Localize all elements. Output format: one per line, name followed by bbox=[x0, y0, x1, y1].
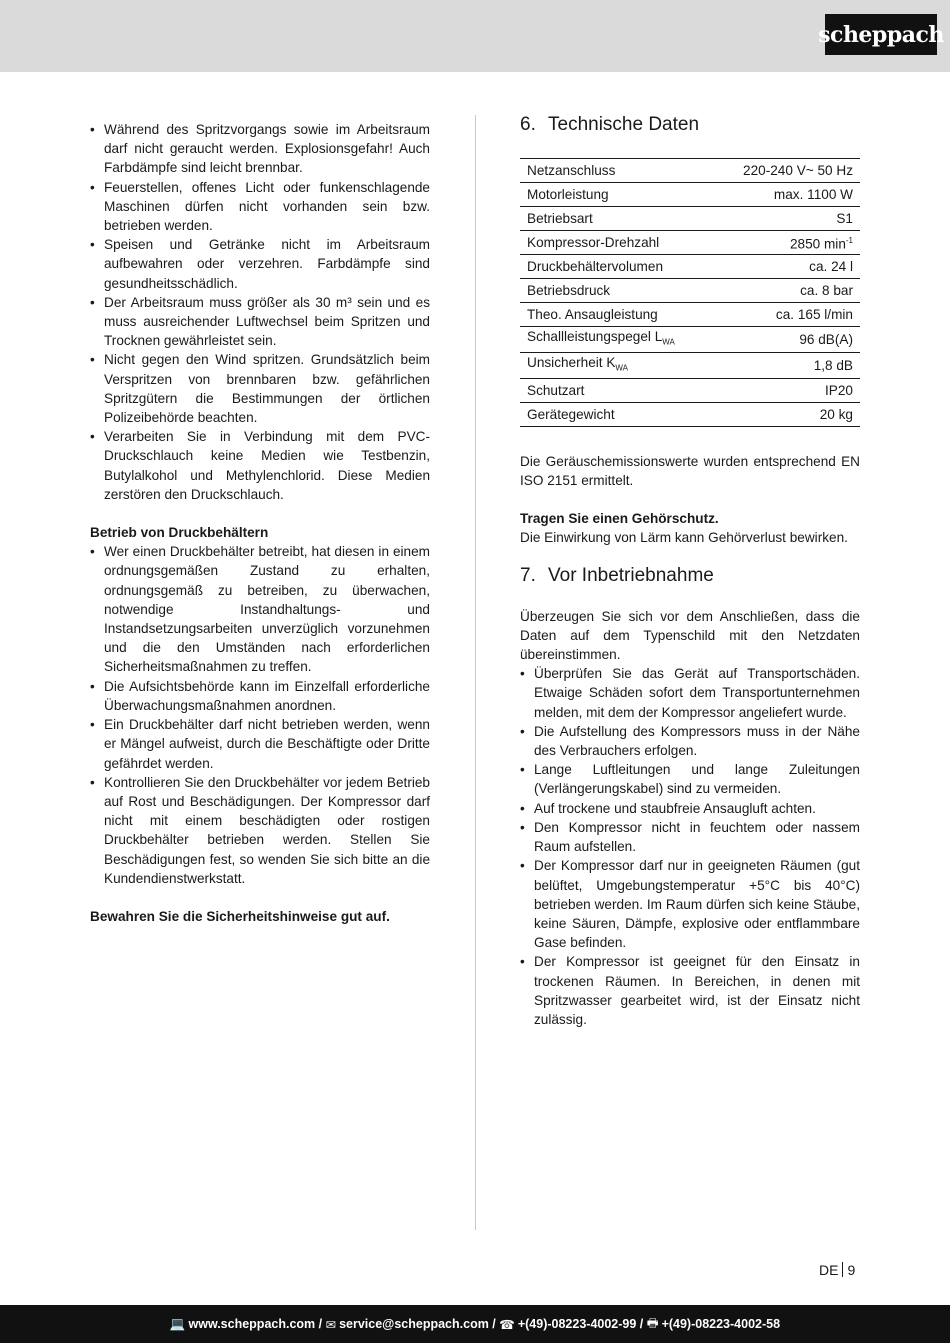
header-bar bbox=[0, 0, 950, 72]
spec-value-exponent: -1 bbox=[845, 236, 853, 246]
list-item: • Nicht gegen den Wind spritzen. Grundsätzlich beim Verspritzen von brennbaren bzw. gefährlichen Spritzgütern die Bestimmungen der örtlichen Polizeibehörde beachten. bbox=[90, 350, 430, 427]
footer-separator: / bbox=[636, 1317, 647, 1331]
spec-label: Druckbehältervolumen bbox=[520, 255, 713, 279]
spec-value-cell bbox=[713, 231, 860, 255]
table-row bbox=[520, 378, 860, 402]
pressure-vessel-heading: Betrieb von Druckbehältern bbox=[90, 525, 269, 541]
list-item: • Der Kompressor darf nur in geeigneten Räumen (gut belüftet, Umgebungstemperatur +5°C bis 40°C) betrieben werden. Im Raum dürfen sich keine Stäube, keine Säuren, Dämpfe, explosive oder entflammbare Gase befinden. bbox=[520, 856, 860, 952]
spec-value: 2850 min bbox=[789, 236, 846, 252]
spec-value: IP20 bbox=[713, 378, 860, 402]
list-item: • Verarbeiten Sie in Verbindung mit dem PVC-Druckschlauch keine Medien wie Testbenzin, Butylalkohol und Methylenchlorid. Diese Medien zerstören den Druckschlauch. bbox=[90, 427, 430, 504]
spec-value: S1 bbox=[713, 207, 860, 231]
list-item: • Feuerstellen, offenes Licht oder funkenschlagende Maschinen dürfen nicht vorhanden sein bzw. betrieben werden. bbox=[90, 178, 430, 236]
footer-separator: / bbox=[315, 1317, 326, 1331]
list-item: • Kontrollieren Sie den Druckbehälter vor jedem Betrieb auf Rost und Beschädigungen. Der Kompressor darf nicht mit einem beschädigten oder rostigen Druckbehälter betrieben werden. Stellen Sie Beschädigungen fest, so wenden Sie sich bitte an die Kundendienstwerkstatt. bbox=[90, 773, 430, 888]
spec-label-cell bbox=[520, 352, 713, 378]
hearing-protection-heading: Tragen Sie einen Gehörschutz. bbox=[520, 511, 719, 527]
list-item: • Überprüfen Sie das Gerät auf Transportschäden. Etwaige Schäden sofort dem Transportunternehmen melden, mit dem der Kompressor angeliefert wurde. bbox=[520, 664, 860, 722]
section-title: Technische Daten bbox=[548, 114, 700, 135]
footer-bar bbox=[0, 1305, 950, 1343]
spec-label: Motorleistung bbox=[520, 183, 713, 207]
spec-label: Gerätegewicht bbox=[520, 402, 713, 426]
column-divider bbox=[475, 115, 476, 1230]
scheppach-logo: scheppach bbox=[825, 14, 937, 55]
spec-label: Netzanschluss bbox=[520, 159, 713, 183]
section-title: Vor Inbetriebnahme bbox=[548, 564, 714, 586]
spec-label: Betriebsart bbox=[520, 207, 713, 231]
table-row bbox=[520, 183, 860, 207]
table-row bbox=[520, 303, 860, 327]
footer-phone[interactable]: +(49)-08223-4002-99 bbox=[517, 1317, 637, 1331]
section-number: 7. bbox=[520, 564, 536, 586]
spec-value: 220-240 V~ 50 Hz bbox=[713, 159, 860, 183]
spec-label: Kompressor-Drehzahl bbox=[520, 231, 713, 255]
pressure-vessel-list bbox=[90, 542, 430, 888]
table-row bbox=[520, 327, 860, 353]
spec-value: max. 1100 W bbox=[713, 183, 860, 207]
list-item: • Den Kompressor nicht in feuchtem oder nassem Raum aufstellen. bbox=[520, 818, 860, 856]
spec-label-subscript: WA bbox=[615, 363, 628, 373]
spec-value: 96 dB(A) bbox=[713, 327, 860, 353]
spec-label: Unsicherheit K bbox=[527, 354, 616, 370]
page-number-value: 9 bbox=[847, 1262, 856, 1278]
list-item: • Lange Luftleitungen und lange Zuleitungen (Verlängerungskabel) sind zu vermeiden. bbox=[520, 760, 860, 798]
page-number-divider bbox=[842, 1262, 843, 1277]
right-column bbox=[520, 112, 860, 1029]
spec-label: Schallleistungspegel L bbox=[527, 329, 663, 344]
noise-emission-note: Die Geräuschemissionswerte wurden entsprechend EN ISO 2151 ermittelt. bbox=[520, 453, 860, 489]
spec-label: Theo. Ansaugleistung bbox=[520, 303, 713, 327]
left-column bbox=[90, 120, 430, 926]
spec-value: 20 kg bbox=[713, 402, 860, 426]
footer-separator: / bbox=[488, 1317, 500, 1331]
spec-value: ca. 8 bar bbox=[713, 279, 860, 303]
commissioning-intro: Überzeugen Sie sich vor dem Anschließen, dass die Daten auf dem Typenschild mit den Netzdaten übereinstimmen. bbox=[520, 608, 860, 663]
page-language: DE bbox=[819, 1262, 839, 1278]
section-number: 6. bbox=[520, 114, 536, 135]
section-7-heading bbox=[520, 563, 860, 589]
spec-label-subscript: WA bbox=[662, 337, 675, 347]
spec-value: 1,8 dB bbox=[713, 352, 860, 378]
table-row bbox=[520, 159, 860, 183]
list-item: • Die Aufsichtsbehörde kann im Einzelfall erforderliche Überwachungsmaßnahmen anordnen. bbox=[90, 677, 430, 715]
commissioning-list bbox=[520, 664, 860, 1029]
spec-label: Schutzart bbox=[520, 378, 713, 402]
table-row bbox=[520, 255, 860, 279]
spec-table bbox=[520, 158, 860, 427]
list-item: • Ein Druckbehälter darf nicht betrieben werden, wenn er Mängel aufweist, durch die Beschäftigte oder Dritte gefährdet werden. bbox=[90, 715, 430, 773]
footer-email[interactable]: service@scheppach.com bbox=[339, 1317, 489, 1331]
safety-list bbox=[90, 120, 430, 504]
keep-instructions-note: Bewahren Sie die Sicherheitshinweise gut auf. bbox=[90, 908, 390, 924]
spec-value: ca. 165 l/min bbox=[713, 303, 860, 327]
table-row bbox=[520, 231, 860, 255]
list-item: • Der Arbeitsraum muss größer als 30 m³ sein und es muss ausreichender Luftwechsel beim Spritzen und Trocknen gewährleistet sein. bbox=[90, 293, 430, 351]
list-item: • Wer einen Druckbehälter betreibt, hat diesen in einem ordnungsgemäßen Zustand zu erhalten, ordnungsgemäß zu betreiben, zu überwachen, notwendige Instandhaltungs- und Instandsetzungsarbeiten unverzüglich vorzunehmen und die den Umständen nach erforderlichen Sicherheitsmaßnahmen zu treffen. bbox=[90, 542, 430, 676]
list-item: • Die Aufstellung des Kompressors muss in der Nähe des Verbrauchers erfolgen. bbox=[520, 722, 860, 760]
table-row bbox=[520, 207, 860, 231]
list-item: • Auf trockene und staubfreie Ansaugluft achten. bbox=[520, 799, 860, 818]
spec-label-cell bbox=[520, 327, 713, 353]
table-row bbox=[520, 352, 860, 378]
spec-value: ca. 24 l bbox=[713, 255, 860, 279]
spec-label: Betriebsdruck bbox=[520, 279, 713, 303]
mail-icon: ✉ bbox=[325, 1317, 337, 1332]
list-item: • Speisen und Getränke nicht im Arbeitsraum aufbewahren oder verzehren. Farbdämpfe sind gesundheitsschädlich. bbox=[90, 235, 430, 293]
page-number bbox=[819, 1262, 855, 1278]
table-row bbox=[520, 402, 860, 426]
phone-icon: ☎ bbox=[499, 1317, 515, 1332]
footer-website[interactable]: www.scheppach.com bbox=[188, 1317, 316, 1331]
table-row bbox=[520, 279, 860, 303]
hearing-protection-text: Die Einwirkung von Lärm kann Gehörverlust bewirken. bbox=[520, 530, 848, 546]
list-item: • Während des Spritzvorgangs sowie im Arbeitsraum darf nicht geraucht werden. Explosionsgefahr! Auch Farbdämpfe sind leicht brennbar. bbox=[90, 120, 430, 178]
footer-fax[interactable]: +(49)-08223-4002-58 bbox=[661, 1317, 781, 1331]
list-item: • Der Kompressor ist geeignet für den Einsatz in trockenen Räumen. In Bereichen, in denen mit Spritzwasser gearbeitet wird, ist der Einsatz nicht zulässig. bbox=[520, 952, 860, 1029]
fax-icon: 🖶 bbox=[646, 1315, 659, 1330]
computer-icon: 💻 bbox=[169, 1316, 186, 1331]
section-6-heading bbox=[520, 112, 860, 138]
